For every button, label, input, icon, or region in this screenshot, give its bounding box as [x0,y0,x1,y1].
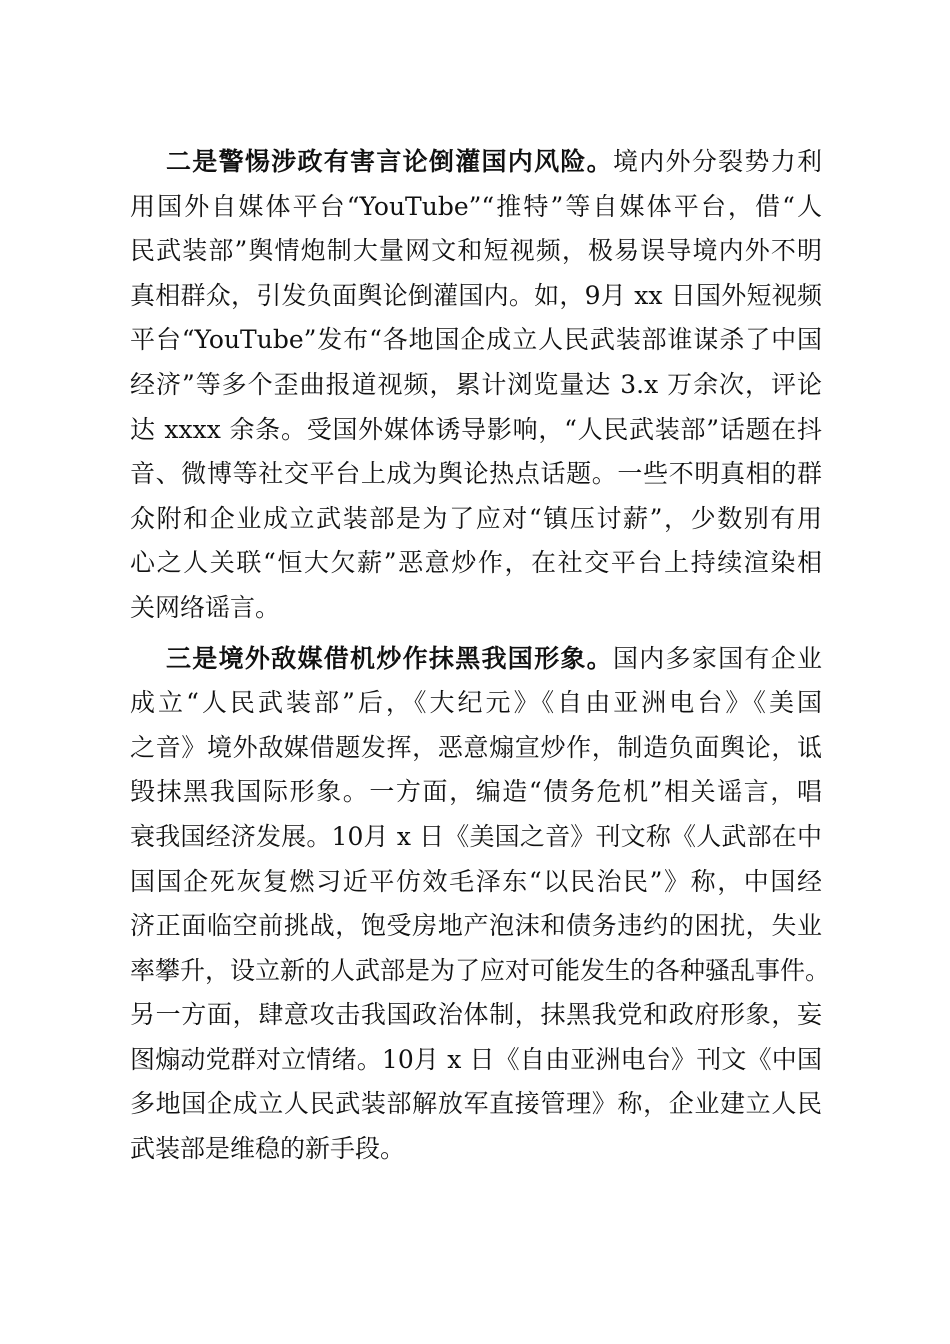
text-line [130,815,822,860]
paragraph-heading: 三是境外敌媒借机炒作抹黑我国形象。 [166,643,613,673]
line-text: 真相群众，引发负面舆论倒灌国内。如，9月 xx 日国外短视频 [130,280,822,310]
line-text: 率攀升，设立新的人武部是为了应对可能发生的各种骚乱事件。 [130,955,831,985]
line-text: 达 xxxx 余条。受国外媒体诱导影响，“人民武装部”话题在抖 [130,414,822,444]
text-line [130,949,831,994]
text-line [130,452,822,497]
text-line [130,363,822,408]
line-text: 关网络谣言。 [130,592,281,622]
paragraph-first-line [130,637,822,682]
line-text: 衰我国经济发展。10月 x 日《美国之音》刊文称《人武部在中 [130,821,822,851]
paragraph [130,637,831,1172]
text-line [130,726,822,771]
text-line [130,586,822,631]
line-text: 境内外分裂势力利 [612,147,822,176]
text-line [130,1038,822,1083]
line-text: 另一方面，肆意攻击我国政治体制，抹黑我党和政府形象，妄 [130,1000,822,1030]
paragraph [130,140,822,631]
paragraph-heading: 二是警惕涉政有害言论倒灌国内风险。 [166,147,613,176]
line-text: 济正面临空前挑战，饱受房地产泡沫和债务违约的困扰，失业 [130,911,822,941]
line-text: 国国企死灰复燃习近平仿效毛泽东“以民治民”》称，中国经 [130,866,822,896]
text-line [130,860,822,905]
text-line [130,185,822,230]
text-line [130,318,822,363]
text-line [130,274,822,319]
line-text: 用国外自媒体平台“YouTube”“推特”等自媒体平台，借“人 [130,191,822,221]
text-line [130,681,822,726]
text-line [130,229,822,274]
text-line [130,904,822,949]
line-text: 之音》境外敌媒借题发挥，恶意煽宣炒作，制造负面舆论，诋 [130,732,822,762]
text-line [130,1127,822,1172]
line-text: 众附和企业成立武装部是为了应对“镇压讨薪”，少数别有用 [130,503,822,533]
text-line [130,541,822,586]
line-text: 国内多家国有企业 [612,643,822,673]
text-line [130,1082,822,1127]
text-line [130,993,822,1038]
line-text: 武装部是维稳的新手段。 [130,1134,406,1164]
line-text: 平台“YouTube”发布“各地国企成立人民武装部谁谋杀了中国 [130,325,822,355]
line-text: 图煽动党群对立情绪。10月 x 日《自由亚洲电台》刊文《中国 [130,1044,822,1074]
document-page [130,140,831,1178]
line-text: 民武装部”舆情炮制大量网文和短视频，极易误导境内外不明 [130,236,822,266]
text-line [130,408,822,453]
paragraph-first-line [130,140,822,185]
line-text: 多地国企成立人民武装部解放军直接管理》称，企业建立人民 [130,1089,822,1119]
text-line [130,770,822,815]
line-text: 毁抹黑我国际形象。一方面，编造“债务危机”相关谣言，唱 [130,777,822,807]
text-line [130,497,822,542]
line-text: 成立“人民武装部”后，《大纪元》《自由亚洲电台》《美国 [130,688,822,718]
line-text: 音、微博等社交平台上成为舆论热点话题。一些不明真相的群 [130,459,822,489]
line-text: 心之人关联“恒大欠薪”恶意炒作，在社交平台上持续渲染相 [130,548,822,578]
line-text: 经济”等多个歪曲报道视频，累计浏览量达 3.x 万余次，评论 [130,369,822,399]
